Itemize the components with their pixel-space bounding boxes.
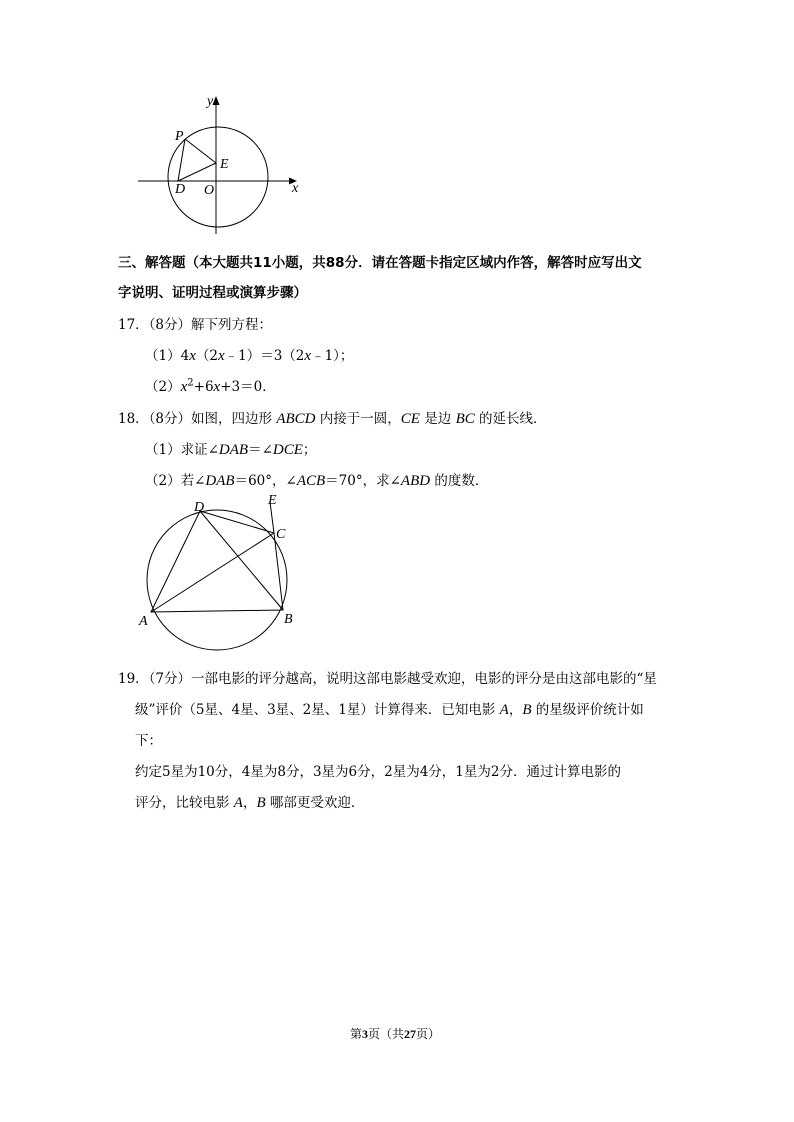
q17-stem	[118, 313, 272, 333]
q19-text: ，	[242, 795, 257, 811]
q17-var-x: x	[189, 348, 196, 364]
q18-part2-mid: ＝60°，∠	[234, 473, 297, 489]
q19-text: 一部电影的评分越高，说明这部电影越受欢迎，电影的评分是由这部电影的“星	[191, 671, 657, 687]
q17-stem-text: 解下列方程：	[191, 317, 273, 333]
section-title-line1: 三、解答题（本大题共11小题，共88分．请在答题卡指定区域内作答，解答时应写出文	[118, 255, 642, 271]
q19-line4: 约定5星为10分，4星为8分，3星为6分，2星为4分，1星为2分．通过计算电影的	[135, 764, 621, 780]
footer-text: 第	[350, 1027, 363, 1041]
footer-total-pages: 27	[404, 1027, 417, 1041]
q19-line1	[118, 667, 657, 687]
label-e: E	[268, 493, 277, 508]
label-e: E	[220, 157, 229, 172]
diagonal-bd	[200, 511, 283, 610]
footer-text: 页（共	[368, 1027, 405, 1041]
q18-part2-prefix: （2）若∠	[145, 473, 206, 489]
coordinate-circle-figure	[130, 88, 310, 238]
label-a: A	[139, 614, 148, 629]
q19-line5	[135, 791, 364, 812]
q18-part1-mid: ＝∠	[248, 442, 273, 458]
q18-var: ACB	[296, 473, 326, 489]
q19-var-a: A	[233, 795, 243, 811]
q17-var-x: x	[217, 348, 225, 364]
q18-var: ABD	[400, 473, 431, 489]
quadrilateral-abcd	[151, 511, 283, 612]
q18-number: 18．	[118, 411, 149, 427]
q19-line3: 下：	[135, 733, 162, 749]
label-x: x	[292, 181, 299, 196]
label-b: B	[284, 612, 293, 627]
label-d: D	[175, 182, 186, 197]
q17-part1-end: ﹣1）；	[311, 348, 354, 364]
q18-var: CE	[400, 411, 420, 427]
q18-var: DAB	[205, 473, 235, 489]
q17-var-x: x	[213, 379, 221, 395]
q18-score: （8分）	[148, 411, 192, 427]
cyclic-quadrilateral-figure	[130, 490, 310, 660]
q19-text: 级”评价（5星、4星、3星、2星、1星）计算得来．已知电影	[135, 702, 500, 718]
q18-part1-end: ；	[302, 442, 317, 458]
q19-number: 19．	[118, 671, 149, 687]
q18-part1	[145, 438, 316, 459]
label-d: D	[194, 500, 205, 515]
q17-part1	[145, 344, 353, 365]
label-c: C	[276, 527, 286, 542]
q19-text: 评分，比较电影	[135, 795, 234, 811]
q18-part2-end: 的度数．	[430, 473, 489, 489]
q17-number: 17．	[118, 317, 149, 333]
q17-score: （8分）	[148, 317, 192, 333]
q18-part1-prefix: （1）求证∠	[145, 442, 219, 458]
q19-var-b: B	[256, 795, 266, 811]
q19-var-a: A	[499, 702, 509, 718]
q18-var: BC	[455, 411, 475, 427]
q17-part2	[145, 375, 276, 396]
triangle-pde	[178, 139, 216, 181]
label-y: y	[207, 94, 214, 109]
q17-part1-mid: （2	[195, 348, 218, 364]
q17-part2-prefix: （2）	[145, 379, 181, 395]
q17-part2-mid: +6	[193, 379, 214, 395]
q17-part2-end: +3＝0．	[220, 379, 276, 395]
q19-var-b: B	[522, 702, 532, 718]
q19-text: ，	[508, 702, 523, 718]
q19-text: 哪部更受欢迎．	[265, 795, 365, 811]
q18-text: 的延长线．	[474, 411, 547, 427]
section-title-line2: 字说明、证明过程或演算步骤）	[118, 285, 307, 301]
label-o: O	[204, 183, 215, 198]
q17-var-x: x	[180, 379, 188, 395]
q19-text: 的星级评价统计如	[531, 702, 644, 718]
diagonal-ac	[151, 533, 274, 612]
q17-part1-prefix: （1）4	[145, 348, 190, 364]
q18-text: 是边	[419, 411, 456, 427]
q18-text: 如图，四边形	[191, 411, 277, 427]
q18-var: DAB	[218, 442, 249, 458]
q17-part1-mid2: ﹣1）＝3（2	[224, 348, 305, 364]
q17-var-x: x	[304, 348, 312, 364]
q19-line2	[135, 698, 644, 719]
footer-text: 页）	[416, 1027, 441, 1041]
q18-var: DCE	[272, 442, 303, 458]
y-axis-arrow	[213, 96, 220, 105]
q18-text: 内接于一圆，	[315, 411, 401, 427]
q18-part2-mid2: ＝70°，求∠	[325, 473, 401, 489]
q17-exponent: 2	[187, 377, 194, 389]
page-footer	[350, 1025, 440, 1042]
q18-var: ABCD	[276, 411, 316, 427]
footer-page-number: 3	[362, 1027, 369, 1041]
label-p: P	[175, 129, 184, 144]
q19-score: （7分）	[148, 671, 192, 687]
q18-stem	[118, 407, 547, 428]
q18-part2	[145, 469, 488, 490]
